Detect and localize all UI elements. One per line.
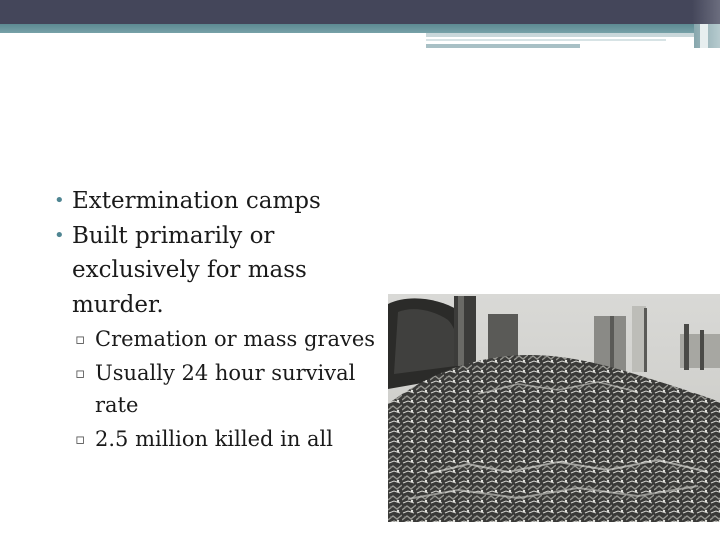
- sub-bullet-text: Cremation or mass graves: [95, 327, 376, 351]
- historical-photo: [388, 294, 720, 522]
- sub-bullet-item: [52, 323, 392, 356]
- header-shade: [692, 0, 720, 24]
- bullet-item: [52, 219, 392, 323]
- sub-bullet-text: 2.5 million killed in all: [95, 426, 333, 451]
- slide-header-band: [0, 0, 720, 24]
- sub-bullet-text: Usually 24 hour survival rate: [95, 360, 356, 417]
- photo-building: [632, 306, 646, 372]
- bullet-item: [52, 184, 392, 219]
- sub-bullet-item: [52, 357, 392, 422]
- photo-building: [454, 296, 476, 366]
- accent-line: [426, 44, 580, 48]
- header-accent-lines: [0, 33, 720, 53]
- header-accent-strip: [0, 24, 720, 33]
- bullet-icon: •: [54, 190, 65, 211]
- sub-bullet-item: [52, 423, 392, 456]
- accent-tab: [700, 24, 708, 48]
- slide-body: [52, 184, 392, 455]
- bullet-text: Extermination camps: [72, 188, 321, 214]
- sub-bullet-icon: ▫: [75, 330, 86, 348]
- accent-line: [426, 39, 666, 41]
- bullet-text: Built primarily or exclusively for mass murder.: [72, 222, 307, 318]
- accent-line: [426, 33, 694, 37]
- bullet-icon: •: [54, 224, 65, 246]
- sub-bullet-icon: ▫: [75, 363, 86, 382]
- sub-bullet-icon: ▫: [75, 429, 86, 448]
